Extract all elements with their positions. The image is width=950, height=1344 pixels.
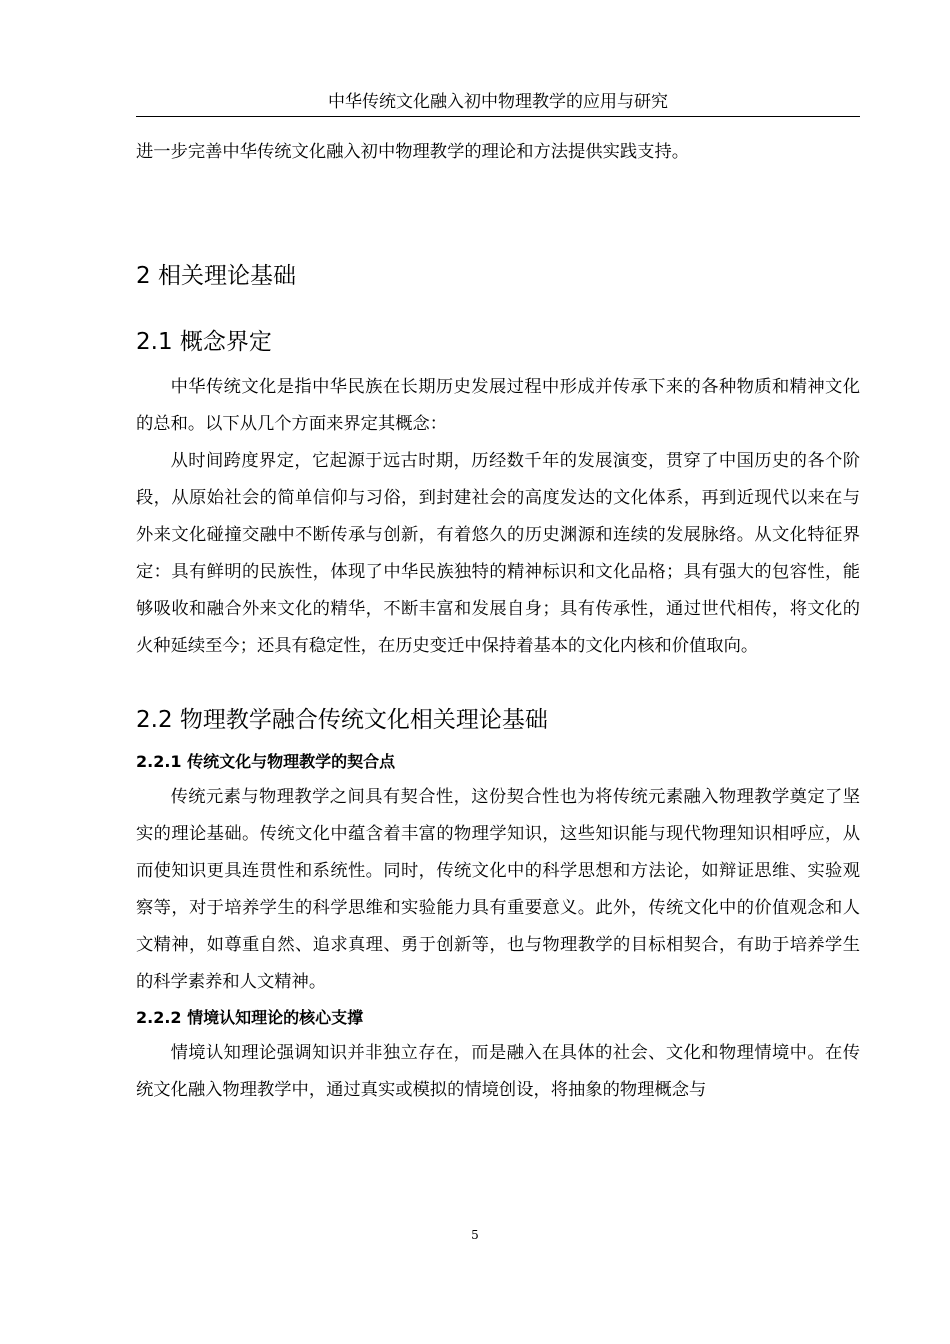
section-2-1-heading: 2.1 概念界定 <box>136 329 272 355</box>
chapter-2-heading: 2 相关理论基础 <box>136 263 296 289</box>
page-number: 5 <box>471 1228 479 1242</box>
section-2-2-2-heading: 2.2.2 情境认知理论的核心支撑 <box>136 1008 364 1027</box>
section-2-2-1-heading: 2.2.1 传统文化与物理教学的契合点 <box>136 752 396 771</box>
intro-paragraph: 进一步完善中华传统文化融入初中物理教学的理论和方法提供实践支持。 <box>136 142 690 162</box>
running-header: 中华传统文化融入初中物理教学的应用与研究 <box>136 90 860 117</box>
section-2-1-paragraph-2: 从时间跨度界定，它起源于远古时期，历经数千年的发展演变，贯穿了中国历史的各个阶段，从原始社会的简单信仰与习俗，到封建社会的高度发达的文化体系，再到近现代以来在与外来文化碰撞交融中不断传承与创新，有着悠久的历史渊源和连续的发展脉络。从文化特征界定：具有鲜明的民族性，体现了中华民族独特的精神标识和文化品格；具有强大的包容性，能够吸收和融合外来文化的精华，不断丰富和发展自身；具有传承性，通过世代相传，将文化的火种延续至今；还具有稳定性，在历史变迁中保持着基本的文化内核和价值取向。 <box>136 451 860 656</box>
section-2-1-paragraph-1: 中华传统文化是指中华民族在长期历史发展过程中形成并传承下来的各种物质和精神文化的总和。以下从几个方面来界定其概念： <box>136 377 860 434</box>
section-2-2-1-paragraph: 传统元素与物理教学之间具有契合性，这份契合性也为将传统元素融入物理教学奠定了坚实的理论基础。传统文化中蕴含着丰富的物理学知识，这些知识能与现代物理知识相呼应，从而使知识更具连贯性和系统性。同时，传统文化中的科学思想和方法论，如辩证思维、实验观察等，对于培养学生的科学思维和实验能力具有重要意义。此外，传统文化中的价值观念和人文精神，如尊重自然、追求真理、勇于创新等，也与物理教学的目标相契合，有助于培养学生的科学素养和人文精神。 <box>136 787 860 992</box>
page-body <box>136 134 860 1109</box>
section-2-2-heading: 2.2 物理教学融合传统文化相关理论基础 <box>136 707 548 733</box>
section-2-2-2-paragraph: 情境认知理论强调知识并非独立存在，而是融入在具体的社会、文化和物理情境中。在传统文化融入物理教学中，通过真实或模拟的情境创设，将抽象的物理概念与 <box>136 1043 860 1100</box>
